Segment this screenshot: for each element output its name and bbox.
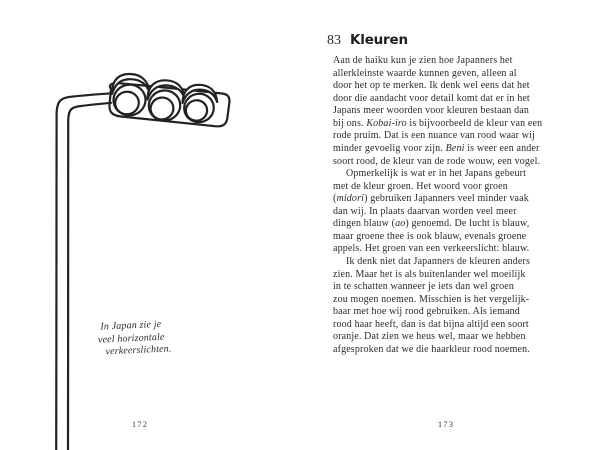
text-line: baar met hoe wij rood gebruiken. Als iemand bbox=[333, 306, 520, 318]
text-line: bij ons. Kobai-iro is bijvoorbeeld de kleur van een bbox=[333, 117, 543, 129]
page-number-left: 172 bbox=[131, 419, 149, 429]
handwritten-caption bbox=[97, 318, 172, 359]
text-line: soort rood, de kleur van de rode wouw, een vogel. bbox=[333, 155, 541, 167]
text-line: rood haar heeft, dan is dat bijna altijd een soort bbox=[333, 318, 529, 330]
text-line: dan wij. In plaats daarvan worden veel meer bbox=[333, 205, 517, 217]
text-line: Opmerkelijk is wat er in het Japans gebeurt bbox=[346, 168, 527, 180]
text-line: (midori) gebruiken Japanners veel minder vaak bbox=[333, 193, 529, 205]
text-line: In Japan zie je bbox=[100, 318, 162, 333]
pole-outer-line bbox=[56, 93, 111, 450]
text-line: zou mogen noemen. Misschien is het vergelijk- bbox=[333, 293, 530, 305]
paragraph-3 bbox=[333, 256, 565, 357]
text-line: afgesproken dat we die haarkleur rood noemen. bbox=[333, 343, 530, 355]
text-line: veel horizontale bbox=[97, 331, 165, 346]
text-line: allerkleinste waarde kunnen geven, alleen al bbox=[333, 67, 517, 79]
text-line: met de kleur groen. Het woord voor groen bbox=[333, 180, 508, 192]
chapter-number: 83 bbox=[327, 33, 341, 48]
chapter-title: Kleuren bbox=[350, 32, 408, 48]
text-line: Japans meer woorden voor kleuren bestaan dan bbox=[333, 105, 529, 117]
text-line: door het op te merken. Ik denk wel eens dat het bbox=[333, 80, 530, 92]
pole-inner-line bbox=[68, 103, 111, 450]
chapter-heading bbox=[327, 31, 408, 49]
text-line: Aan de haiku kun je zien hoe Japanners het bbox=[333, 55, 513, 66]
text-line: minder gevoelig voor zijn. Beni is weer een ander bbox=[333, 142, 540, 154]
text-line: oranje. Dat zien we heus wel, maar we hebben bbox=[333, 331, 526, 343]
paragraph-1 bbox=[333, 55, 565, 168]
text-line: maar groene thee is ook blauw, evenals groene bbox=[333, 230, 527, 242]
text-line: Ik denk niet dat Japanners de kleuren anders bbox=[346, 256, 531, 267]
page-number-right: 173 bbox=[437, 419, 455, 429]
text-line: dingen blauw (ao) genoemd. De lucht is blauw, bbox=[333, 218, 530, 230]
text-line: appels. Het groen van een verkeerslicht: blauw. bbox=[333, 243, 530, 255]
text-line: rode pruim. Dat is een nuance van rood waar wij bbox=[333, 130, 535, 142]
paragraph-2 bbox=[333, 168, 565, 256]
right-page bbox=[300, 0, 600, 450]
body-text bbox=[333, 55, 565, 357]
text-line: door die aandacht voor detail komt dat er in het bbox=[333, 92, 530, 104]
text-line: zien. Maar het is als buitenlander wel moeilijk bbox=[333, 268, 526, 280]
text-line: in te schatten wanneer je iets dan wel groen bbox=[333, 281, 514, 293]
text-line: verkeerslichten. bbox=[105, 343, 172, 358]
